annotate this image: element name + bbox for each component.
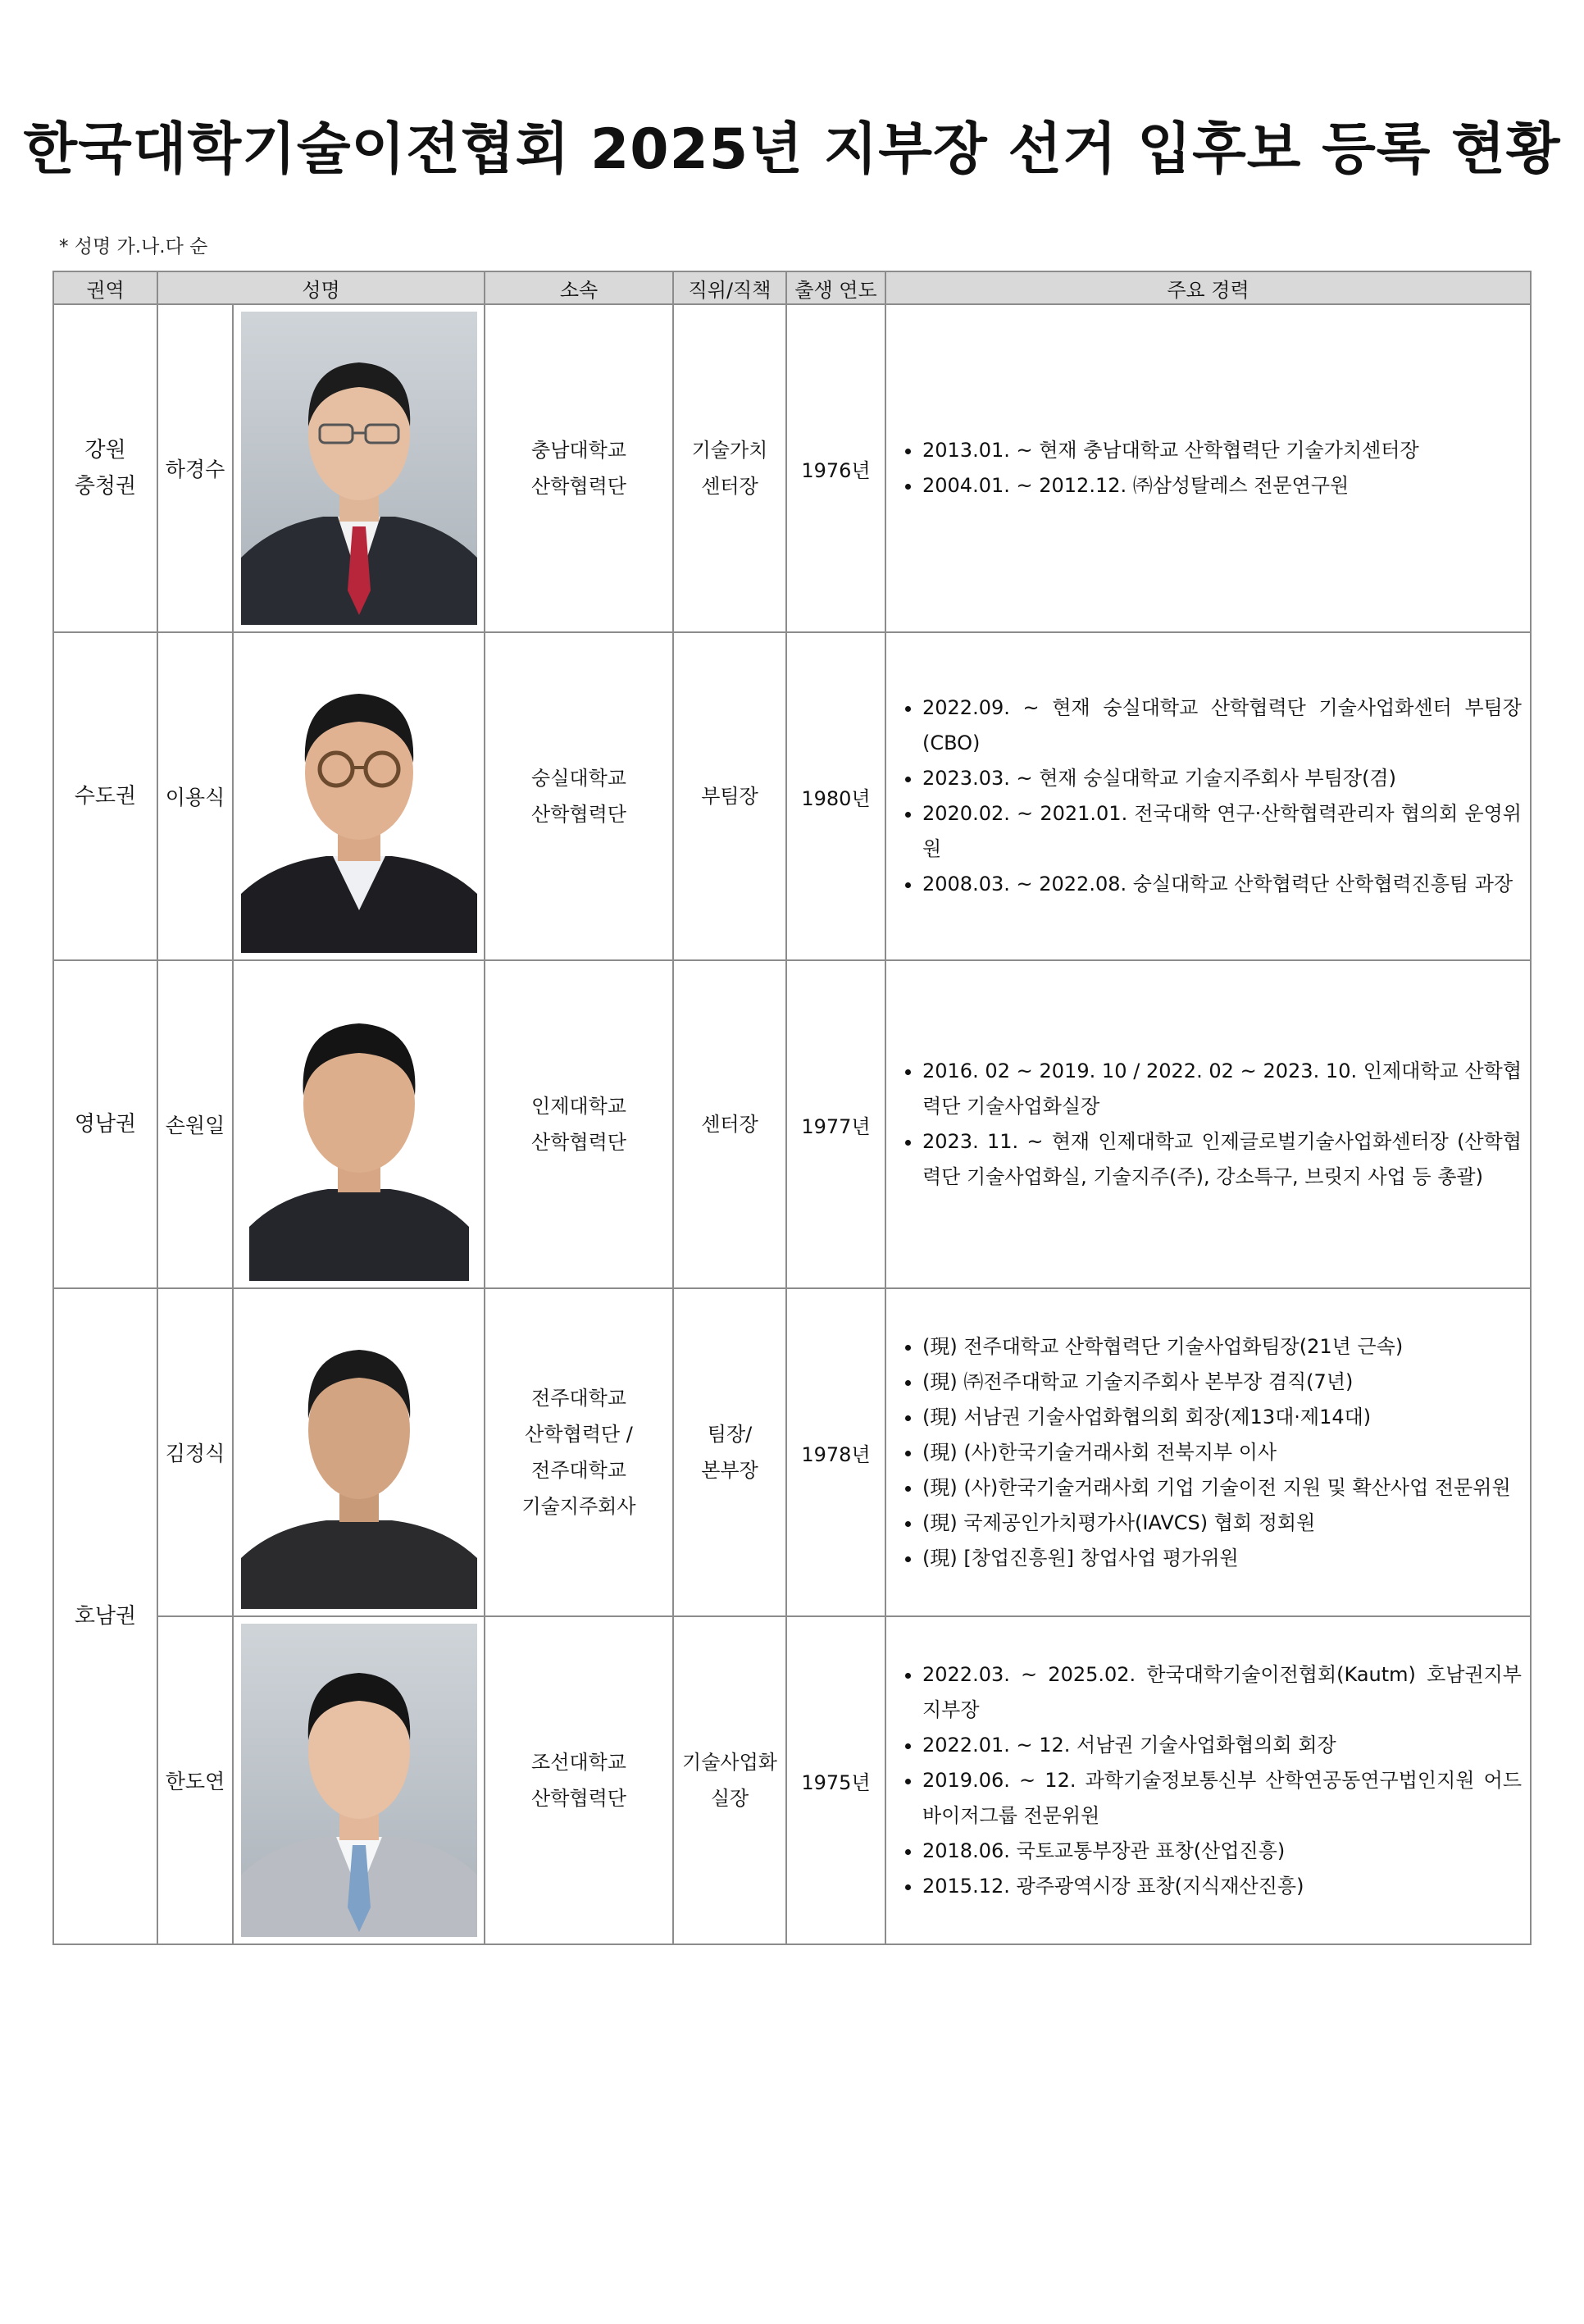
header-birth-year: 출생 연도 [786, 271, 885, 304]
photo-cell [233, 304, 485, 632]
career-item: • (現) [창업진흥원] 창업사업 평가위원 [922, 1541, 1522, 1576]
candidate-table [52, 271, 1532, 1945]
table-row [53, 960, 1531, 1288]
candidate-photo [241, 1624, 477, 1937]
page-title: 한국대학기술이전협회 2025년 지부장 선거 입후보 등록 현황 [23, 117, 1561, 182]
birth-year: 1977년 [786, 960, 885, 1288]
career-item: • 2019.06. ~ 12. 과학기술정보통신부 산학연공동연구법인지원 어드바이저그룹 전문위원 [922, 1763, 1522, 1834]
career-item: • (現) 서남권 기술사업화협의회 회장(제13대·제14대) [922, 1400, 1522, 1435]
region-line: 강원 [84, 438, 126, 463]
org-cell [485, 304, 673, 632]
region-line: 호남권 [74, 1604, 137, 1629]
region-cell [53, 632, 157, 960]
career-cell [885, 960, 1531, 1288]
candidate-name: 한도연 [157, 1616, 233, 1944]
position-cell [673, 632, 786, 960]
career-item: • (現) 국제공인가치평가사(IAVCS) 협회 정회원 [922, 1506, 1522, 1541]
position-line: 기술가치 [691, 439, 768, 462]
position-cell [673, 304, 786, 632]
position-line: 부팀장 [701, 785, 758, 808]
org-line: 전주대학교 [531, 1459, 626, 1482]
career-item: • (現) ㈜전주대학교 기술지주회사 본부장 겸직(7년) [922, 1365, 1522, 1400]
candidate-name: 손원일 [157, 960, 233, 1288]
career-item: • 2015.12. 광주광역시장 표창(지식재산진흥) [922, 1869, 1522, 1904]
career-item: • 2022.09. ~ 현재 숭실대학교 산학협력단 기술사업화센터 부팀장(CBO) [922, 690, 1522, 761]
career-cell [885, 1288, 1531, 1616]
table-row [53, 304, 1531, 632]
career-item: • (現) (사)한국기술거래사회 전북지부 이사 [922, 1435, 1522, 1470]
career-item: • (現) (사)한국기술거래사회 기업 기술이전 지원 및 확산사업 전문위원 [922, 1470, 1522, 1506]
career-item: • 2023.03. ~ 현재 숭실대학교 기술지주회사 부팀장(겸) [922, 761, 1522, 796]
photo-cell [233, 1616, 485, 1944]
position-cell [673, 1288, 786, 1616]
career-item: • 2016. 02 ~ 2019. 10 / 2022. 02 ~ 2023. 10. 인제대학교 산학협력단 기술사업화실장 [922, 1054, 1522, 1124]
candidate-name: 하경수 [157, 304, 233, 632]
org-line: 전주대학교 [531, 1387, 626, 1410]
org-line: 인제대학교 [531, 1095, 626, 1118]
header-org: 소속 [485, 271, 673, 304]
org-line: 충남대학교 [531, 439, 626, 462]
position-line: 실장 [710, 1787, 749, 1810]
table-header-row [53, 271, 1531, 304]
region-line: 영남권 [74, 1112, 137, 1137]
career-item: • 2004.01. ~ 2012.12. ㈜삼성탈레스 전문연구원 [922, 468, 1522, 504]
career-item: • 2022.03. ~ 2025.02. 한국대학기술이전협회(Kautm) 호남권지부 지부장 [922, 1657, 1522, 1728]
region-line: 충청권 [74, 474, 137, 499]
position-cell [673, 960, 786, 1288]
candidate-photo [241, 640, 477, 953]
region-cell [53, 1288, 157, 1944]
photo-cell [233, 960, 485, 1288]
region-line: 수도권 [74, 784, 137, 809]
position-cell [673, 1616, 786, 1944]
header-position: 직위/직책 [673, 271, 786, 304]
career-item: • 2022.01. ~ 12. 서남권 기술사업화협의회 회장 [922, 1728, 1522, 1763]
org-cell [485, 632, 673, 960]
org-line: 숭실대학교 [531, 767, 626, 790]
career-item: • 2018.06. 국토교통부장관 표창(산업진흥) [922, 1834, 1522, 1869]
candidate-photo [241, 312, 477, 625]
birth-year: 1980년 [786, 632, 885, 960]
table-row [53, 632, 1531, 960]
header-region: 권역 [53, 271, 157, 304]
position-line: 기술사업화 [682, 1751, 777, 1774]
position-line: 본부장 [701, 1459, 758, 1482]
career-item: • 2008.03. ~ 2022.08. 숭실대학교 산학협력단 산학협력진흥팀 과장 [922, 867, 1522, 902]
header-name: 성명 [157, 271, 485, 304]
career-item: • 2020.02. ~ 2021.01. 전국대학 연구·산학협력관리자 협의회 운영위원 [922, 796, 1522, 867]
birth-year: 1976년 [786, 304, 885, 632]
photo-cell [233, 632, 485, 960]
org-line: 산학협력단 [531, 475, 626, 498]
birth-year: 1978년 [786, 1288, 885, 1616]
candidate-photo [241, 1296, 477, 1609]
birth-year: 1975년 [786, 1616, 885, 1944]
org-line: 산학협력단 [531, 1131, 626, 1154]
region-cell [53, 960, 157, 1288]
org-cell [485, 960, 673, 1288]
candidate-photo [241, 968, 477, 1281]
header-career: 주요 경력 [885, 271, 1531, 304]
org-line: 산학협력단 [531, 1787, 626, 1810]
org-line: 기술지주회사 [521, 1495, 636, 1518]
career-cell [885, 304, 1531, 632]
position-line: 센터장 [701, 475, 758, 498]
table-row [53, 1616, 1531, 1944]
region-cell [53, 304, 157, 632]
career-cell [885, 632, 1531, 960]
career-item: • 2023. 11. ~ 현재 인제대학교 인제글로벌기술사업화센터장 (산학협력단 기술사업화실, 기술지주(주), 강소특구, 브릿지 사업 등 총괄) [922, 1124, 1522, 1195]
org-line: 산학협력단 [531, 803, 626, 826]
org-line: 산학협력단 / [525, 1423, 633, 1446]
org-cell [485, 1288, 673, 1616]
table-row [53, 1288, 1531, 1616]
career-cell [885, 1616, 1531, 1944]
position-line: 팀장/ [707, 1423, 753, 1446]
candidate-name: 이용식 [157, 632, 233, 960]
photo-cell [233, 1288, 485, 1616]
position-line: 센터장 [701, 1113, 758, 1136]
candidate-name: 김정식 [157, 1288, 233, 1616]
sort-note: * 성명 가.나.다 순 [59, 236, 208, 257]
org-cell [485, 1616, 673, 1944]
career-item: • (現) 전주대학교 산학협력단 기술사업화팀장(21년 근속) [922, 1329, 1522, 1365]
org-line: 조선대학교 [531, 1751, 626, 1774]
career-item: • 2013.01. ~ 현재 충남대학교 산학협력단 기술가치센터장 [922, 433, 1522, 468]
